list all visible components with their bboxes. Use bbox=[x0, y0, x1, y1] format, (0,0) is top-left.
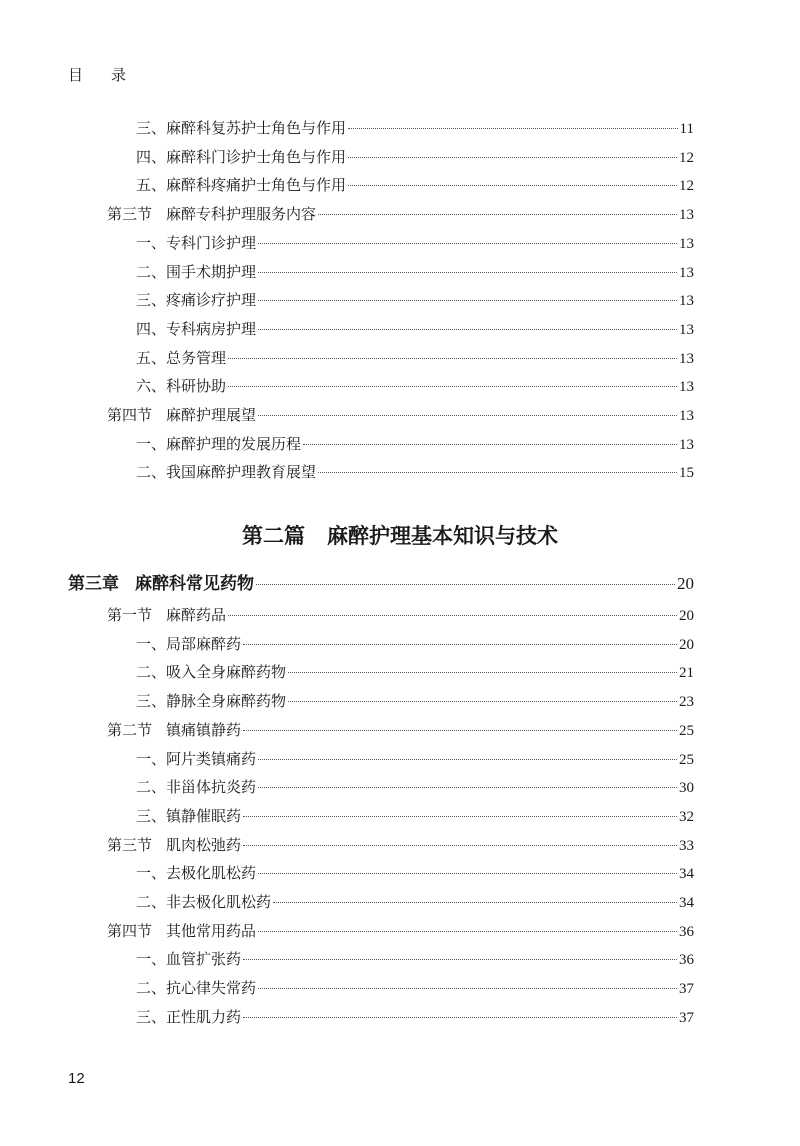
toc-entry-title: 麻醉科常见药物 bbox=[135, 574, 254, 594]
toc-item[interactable] bbox=[136, 892, 694, 913]
leader-dots bbox=[256, 584, 675, 585]
leader-dots bbox=[258, 931, 677, 932]
toc-section[interactable] bbox=[107, 204, 694, 225]
toc-page-number: 30 bbox=[679, 780, 694, 797]
toc-entry-number: 第四节 bbox=[107, 921, 153, 940]
leader-dots bbox=[243, 845, 677, 846]
toc-section[interactable] bbox=[107, 605, 694, 626]
toc-page-number: 13 bbox=[679, 408, 694, 424]
running-head bbox=[68, 64, 126, 85]
leader-dots bbox=[258, 787, 677, 788]
toc-page-number: 25 bbox=[679, 722, 694, 739]
leader-dots bbox=[243, 959, 677, 960]
toc-entry-label bbox=[107, 605, 226, 625]
toc-page-number: 15 bbox=[679, 465, 694, 482]
toc-page-number: 37 bbox=[679, 981, 694, 998]
toc-page-number: 13 bbox=[679, 350, 694, 367]
leader-dots bbox=[303, 444, 677, 445]
toc-entry-title: 其他常用药品 bbox=[166, 921, 257, 940]
toc-item[interactable] bbox=[136, 175, 694, 196]
running-head-char-1: 目 bbox=[68, 66, 84, 84]
part-title-number: 第二篇 bbox=[242, 524, 305, 548]
toc-entry-label: 一、阿片类镇痛药 bbox=[136, 749, 257, 768]
toc-page-number: 36 bbox=[679, 923, 694, 940]
leader-dots bbox=[318, 214, 677, 215]
toc-entry-label: 二、抗心律失常药 bbox=[136, 979, 257, 998]
toc-entry-title: 麻醉专科护理服务内容 bbox=[166, 205, 317, 224]
leader-dots bbox=[288, 672, 677, 673]
toc-entry-label: 三、静脉全身麻醉药物 bbox=[136, 692, 287, 711]
leader-dots bbox=[258, 300, 677, 301]
toc-entry-title: 麻醉护理展望 bbox=[166, 406, 257, 424]
toc-item[interactable] bbox=[136, 233, 694, 254]
toc-entry-label: 五、总务管理 bbox=[136, 348, 227, 367]
part-title bbox=[0, 520, 800, 550]
toc-entry-label: 三、麻醉科复苏护士角色与作用 bbox=[136, 119, 347, 137]
toc-item[interactable] bbox=[136, 319, 694, 340]
toc-section[interactable] bbox=[107, 835, 694, 856]
toc-page-number: 21 bbox=[679, 665, 694, 682]
toc-item[interactable] bbox=[136, 376, 694, 397]
running-head-char-2: 录 bbox=[111, 66, 127, 84]
leader-dots bbox=[348, 185, 677, 186]
page-number: 12 bbox=[68, 1070, 85, 1087]
toc-page-number: 23 bbox=[679, 694, 694, 711]
toc-entry-label: 一、专科门诊护理 bbox=[136, 233, 257, 252]
toc-item[interactable] bbox=[136, 691, 694, 712]
toc-page-number: 11 bbox=[679, 121, 694, 137]
toc-item[interactable] bbox=[136, 662, 694, 683]
toc-entry-label: 二、围手术期护理 bbox=[136, 262, 257, 281]
toc-entry-title: 镇痛镇静药 bbox=[166, 720, 242, 739]
leader-dots bbox=[258, 415, 677, 416]
toc-item[interactable] bbox=[136, 462, 694, 483]
toc-page-number: 13 bbox=[679, 321, 694, 338]
toc-item[interactable] bbox=[136, 634, 694, 655]
toc-entry-title: 肌肉松弛药 bbox=[166, 835, 242, 854]
toc-section[interactable] bbox=[107, 720, 694, 741]
toc-page-number: 12 bbox=[679, 178, 694, 195]
toc-page-number: 32 bbox=[679, 808, 694, 825]
toc-entry-label: 六、科研协助 bbox=[136, 377, 227, 396]
toc-entry-number: 第一节 bbox=[107, 606, 153, 624]
toc-entry-label: 二、吸入全身麻醉药物 bbox=[136, 663, 287, 682]
leader-dots bbox=[228, 615, 677, 616]
leader-dots bbox=[348, 128, 678, 129]
toc-page-number: 20 bbox=[677, 574, 694, 593]
toc-page-number: 13 bbox=[679, 207, 694, 224]
toc-page-number: 36 bbox=[679, 952, 694, 969]
leader-dots bbox=[318, 472, 677, 473]
leader-dots bbox=[243, 1017, 677, 1018]
toc-page-number: 33 bbox=[679, 837, 694, 854]
leader-dots bbox=[243, 730, 677, 731]
leader-dots bbox=[243, 644, 677, 645]
toc-page-number: 13 bbox=[679, 436, 694, 453]
toc-entry-label: 一、麻醉护理的发展历程 bbox=[136, 434, 302, 453]
toc-entry-label bbox=[107, 720, 241, 740]
toc-entry-label bbox=[107, 921, 256, 941]
leader-dots bbox=[258, 873, 677, 874]
toc-entry-label bbox=[107, 835, 241, 855]
toc-page-number: 34 bbox=[679, 895, 694, 911]
leader-dots bbox=[243, 816, 677, 817]
toc-entry-label: 四、专科病房护理 bbox=[136, 319, 257, 338]
toc-entry-label bbox=[68, 574, 254, 594]
toc-entry-label: 一、血管扩张药 bbox=[136, 950, 242, 969]
toc-page-number: 12 bbox=[679, 149, 694, 166]
toc-item[interactable] bbox=[136, 749, 694, 770]
toc-item[interactable] bbox=[136, 434, 694, 455]
toc-page-number: 34 bbox=[679, 866, 694, 883]
toc-entry-label: 一、去极化肌松药 bbox=[136, 864, 257, 883]
toc-entry-label: 三、疼痛诊疗护理 bbox=[136, 291, 257, 310]
leader-dots bbox=[273, 902, 677, 903]
toc-entry-number: 第四节 bbox=[107, 406, 153, 424]
toc-entry-label: 二、非去极化肌松药 bbox=[136, 893, 272, 911]
toc-entry-number: 第三节 bbox=[107, 835, 153, 854]
toc-chapter[interactable] bbox=[68, 574, 694, 594]
toc-entry-label: 一、局部麻醉药 bbox=[136, 634, 242, 653]
leader-dots bbox=[348, 157, 677, 158]
toc-item[interactable] bbox=[136, 863, 694, 884]
toc-page-number: 13 bbox=[679, 264, 694, 281]
toc-section[interactable] bbox=[107, 921, 694, 942]
toc-entry-label bbox=[107, 405, 256, 425]
toc-entry-label: 三、正性肌力药 bbox=[136, 1007, 242, 1026]
toc-entry-label bbox=[107, 204, 316, 224]
toc-item[interactable] bbox=[136, 262, 694, 283]
toc-item[interactable] bbox=[136, 1007, 694, 1028]
toc-page-number: 13 bbox=[679, 293, 694, 310]
part-title-label: 麻醉护理基本知识与技术 bbox=[327, 524, 558, 548]
toc-item[interactable] bbox=[136, 777, 694, 798]
toc-item[interactable] bbox=[136, 290, 694, 311]
leader-dots bbox=[258, 988, 677, 989]
toc-page-number: 13 bbox=[679, 379, 694, 396]
leader-dots bbox=[258, 243, 677, 244]
toc-entry-label: 二、我国麻醉护理教育展望 bbox=[136, 463, 317, 482]
toc-item[interactable] bbox=[136, 118, 694, 139]
toc-item[interactable] bbox=[136, 978, 694, 999]
toc-entry-label: 四、麻醉科门诊护士角色与作用 bbox=[136, 147, 347, 166]
toc-entry-number: 第二节 bbox=[107, 720, 153, 739]
toc-entry-number: 第三节 bbox=[107, 205, 153, 224]
toc-entry-title: 麻醉药品 bbox=[166, 606, 227, 624]
leader-dots bbox=[258, 272, 677, 273]
toc-entry-label: 二、非甾体抗炎药 bbox=[136, 778, 257, 797]
toc-section[interactable] bbox=[107, 405, 694, 426]
leader-dots bbox=[228, 386, 677, 387]
leader-dots bbox=[288, 701, 677, 702]
leader-dots bbox=[258, 759, 677, 760]
leader-dots bbox=[258, 329, 677, 330]
toc-item[interactable] bbox=[136, 949, 694, 970]
toc-page-number: 25 bbox=[679, 751, 694, 768]
toc-entry-label: 三、镇静催眠药 bbox=[136, 806, 242, 825]
toc-page-number: 37 bbox=[679, 1009, 694, 1026]
toc-page-number: 20 bbox=[679, 608, 694, 624]
toc-page-number: 13 bbox=[679, 235, 694, 252]
leader-dots bbox=[228, 358, 677, 359]
toc-item[interactable] bbox=[136, 147, 694, 168]
toc-page-number: 20 bbox=[679, 636, 694, 653]
toc-entry-number: 第三章 bbox=[68, 574, 119, 594]
toc-entry-label: 五、麻醉科疼痛护士角色与作用 bbox=[136, 176, 347, 195]
toc-item[interactable] bbox=[136, 348, 694, 369]
toc-item[interactable] bbox=[136, 806, 694, 827]
